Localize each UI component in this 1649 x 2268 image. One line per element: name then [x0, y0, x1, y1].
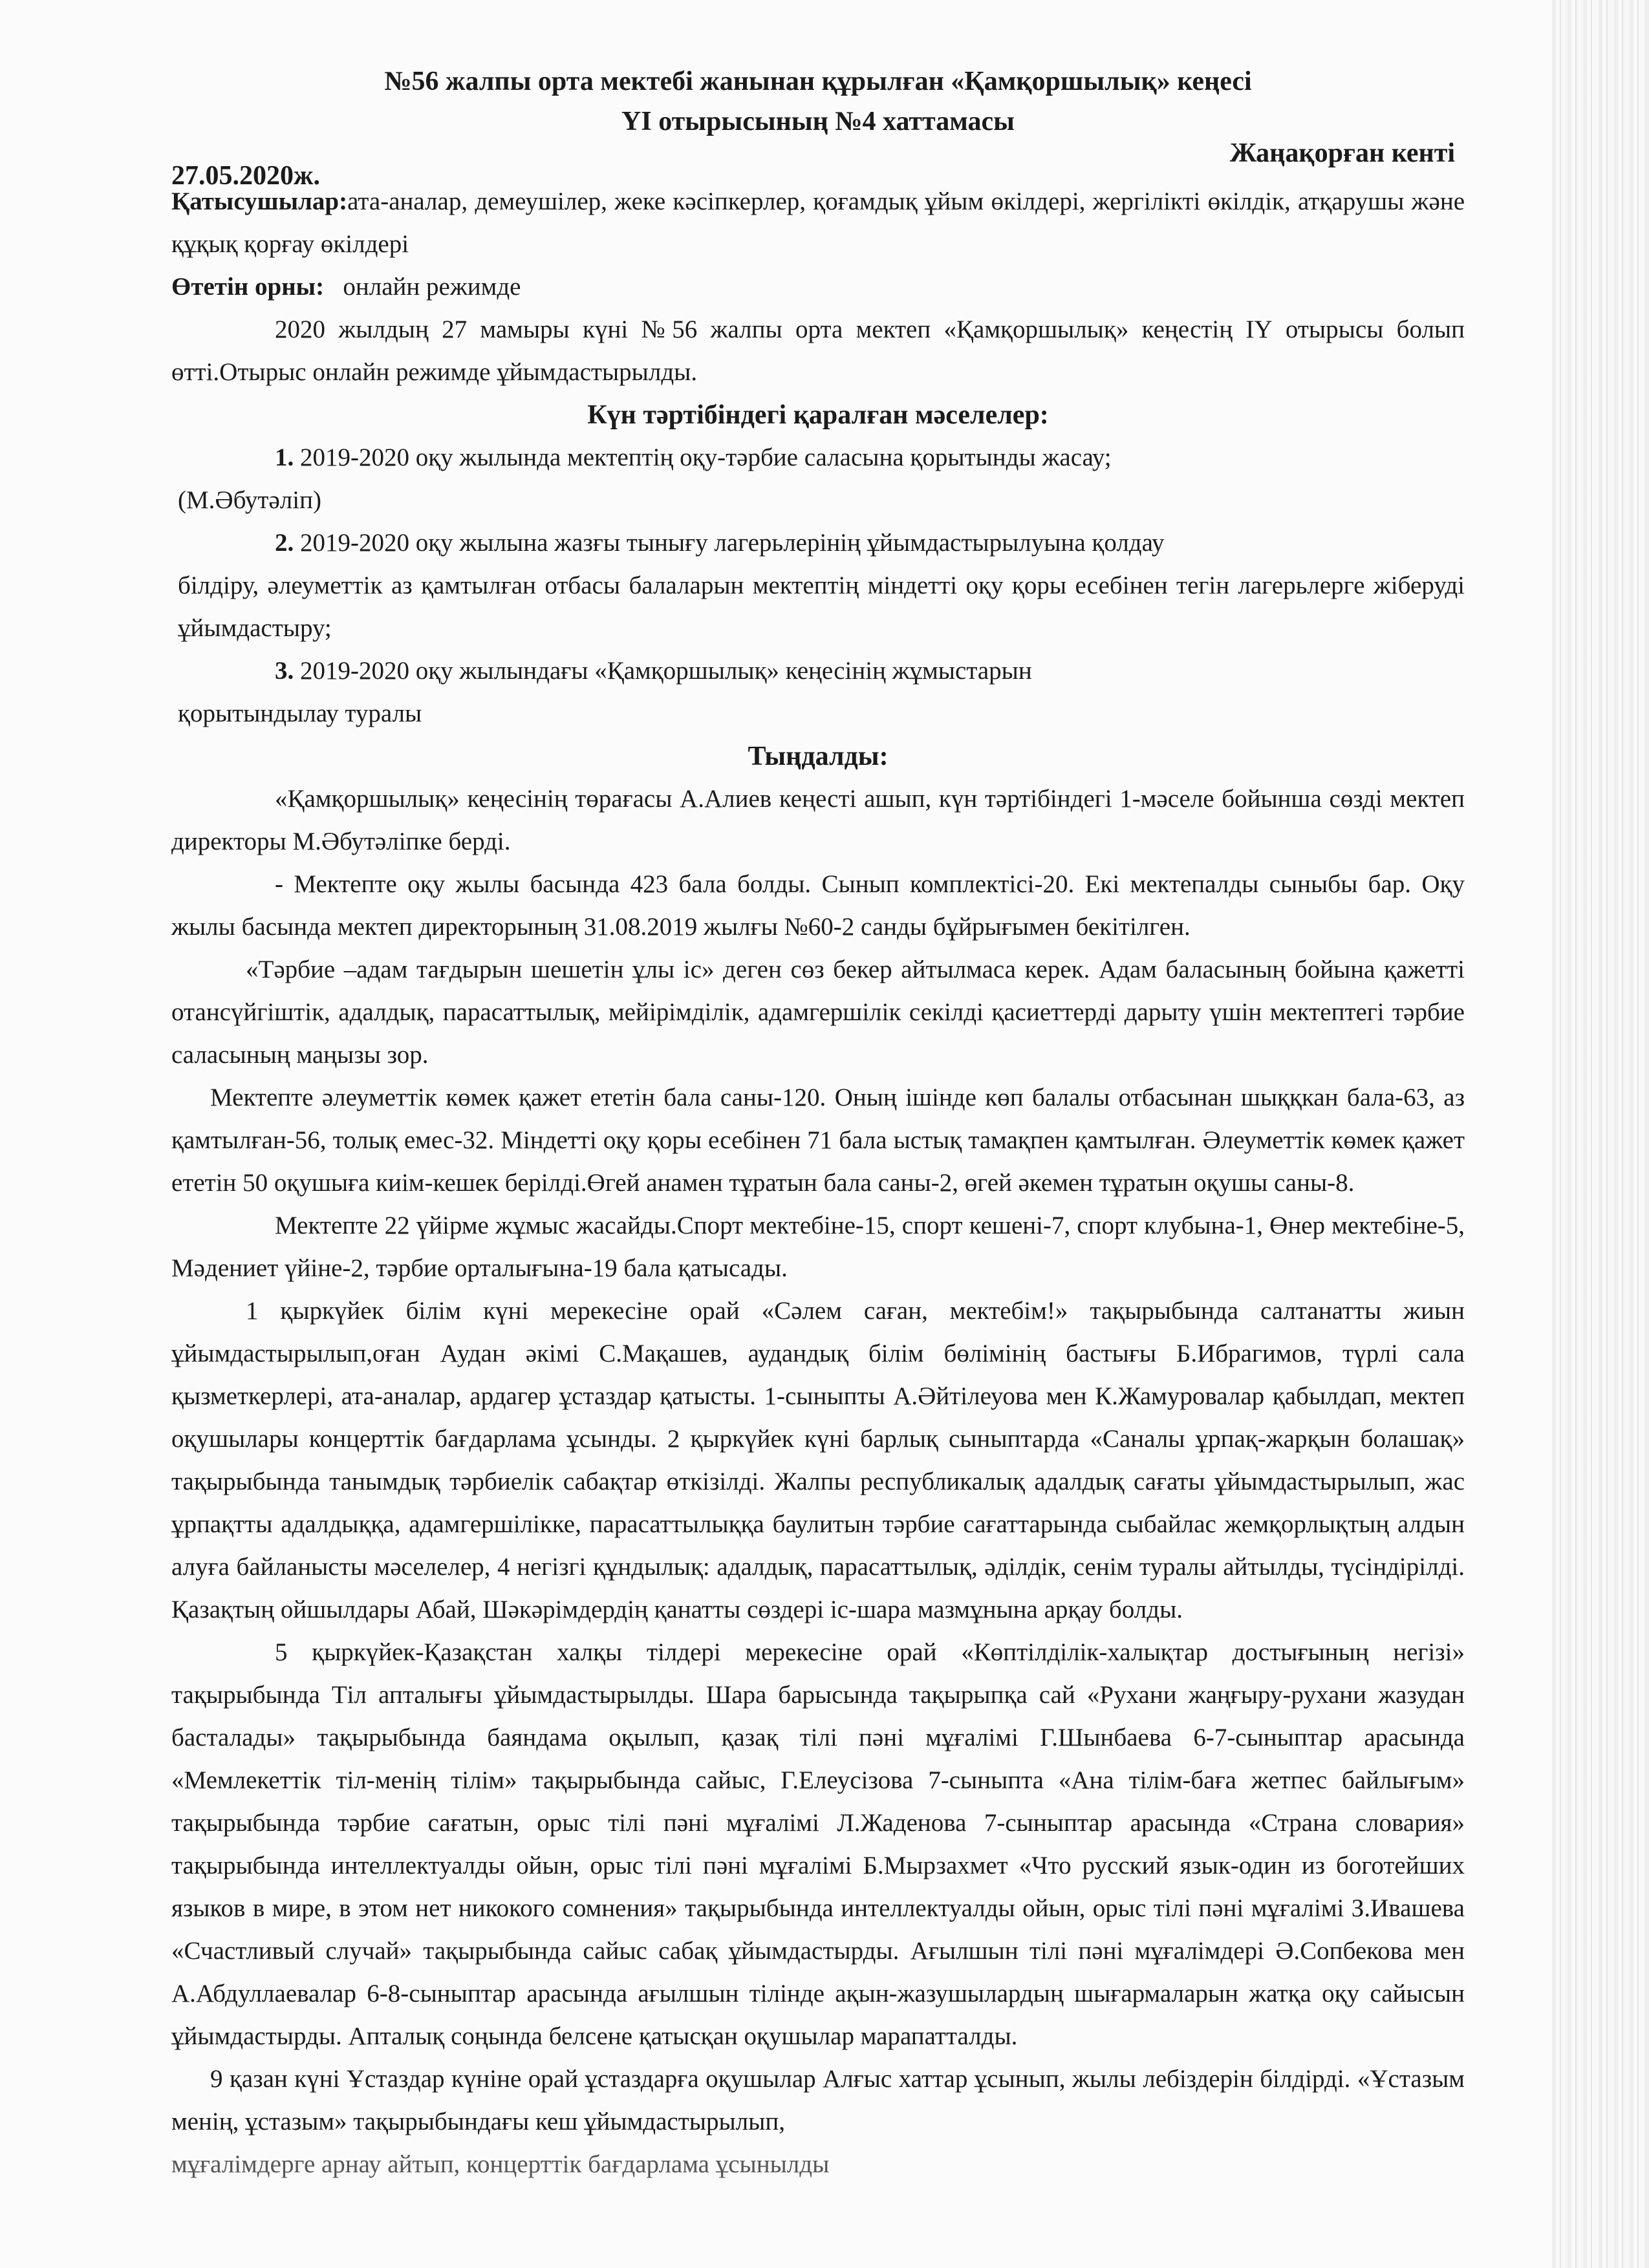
agenda-item-2-cont: білдіру, әлеуметтік аз қамтылған отбасы балаларын мектептің міндетті оқу қоры есебінен тегін лагерьлерге жіберуді ұйымдастыру;	[178, 572, 1465, 642]
doc-place: Жаңақорған кенті	[1229, 138, 1455, 168]
participants-label: Қатысушылар:	[171, 187, 348, 215]
agenda-item-1	[171, 436, 1465, 479]
agenda-text-3: 2019-2020 оқу жылындағы «Қамқоршылық» кеңесінің жұмыстарын	[300, 657, 1032, 685]
venue-text: онлайн режимде	[343, 273, 521, 301]
body-paragraph-5: Мектепте 22 үйірме жұмыс жасайды.Спорт мектебіне-15, спорт кешені-7, спорт клубына-1, Өнер мектебіне-5, Мәдениет үйіне-2, тәрбие орталығына-19 бала қатысады.	[171, 1212, 1465, 1282]
agenda-text-2: 2019-2020 оқу жылына жазғы тынығу лагерьлерінің ұйымдастырылуына қолдау	[300, 529, 1165, 557]
cut-off-line: мұғалімдерге арнау айтып, концерттік бағдарлама ұсынылды	[171, 2150, 830, 2178]
agenda-item-1-cont: (М.Әбутәліп)	[178, 486, 321, 514]
doc-title-line2: ҮІ отырысының №4 хаттамасы	[621, 107, 1015, 136]
body-paragraph-4: Мектепте әлеуметтік көмек қажет ететін бала саны-120. Оның ішінде көп балалы отбасынан шыққкан бала-63, аз қамтылған-56, толық емес-32. Міндетті оқу қоры есебінен 71 бала ыстық тамақпен қамтылған. Әлеуметтік көмек қажет ететін 50 оқушыға киім-кешек берілді.Өгей анамен тұратын бала саны-2, өгей әкемен тұратын оқушы саны-8.	[171, 1084, 1465, 1197]
participants-text: ата-аналар, демеушілер, жеке кәсіпкерлер, қоғамдық ұйым өкілдері, жергілікті өкілдік, атқарушы және құқық қорғау өкілдері	[171, 187, 1465, 258]
agenda-item-2	[171, 522, 1465, 564]
agenda-num-2: 2.	[275, 529, 294, 557]
listened-heading: Тыңдалды:	[748, 742, 889, 771]
agenda-text-1: 2019-2020 оқу жылында мектептің оқу-тәрбие саласына қорытынды жасау;	[300, 444, 1112, 471]
agenda-num-3: 3.	[275, 657, 294, 685]
body-paragraph-1: «Қамқоршылық» кеңесінің төрағасы А.Алиев кеңесті ашып, күн тәртібіндегі 1-мәселе бойынша сөзді мектеп директоры М.Әбутәліпке берді.	[171, 785, 1465, 855]
body-paragraph-3: «Тәрбие –адам тағдырын шешетін ұлы іс» деген сөз бекер айтылмаса керек. Адам баласының бойына қажетті отансүйгіштік, адалдық, парасаттылық, мейірімділік, адамгершілік секілді қасиеттерді дарыту үшін мектептегі тәрбие саласының маңызы зор.	[171, 956, 1465, 1069]
participants	[171, 180, 1465, 266]
agenda-num-1: 1.	[275, 444, 294, 471]
scan-edge-artifact	[1552, 0, 1649, 2268]
agenda-item-3	[171, 650, 1465, 692]
intro-paragraph: 2020 жылдың 27 мамыры күні №56 жалпы орта мектеп «Қамқоршылық» кеңестің ІҮ отырысы болып өтті.Отырыс онлайн режимде ұйымдастырылды.	[171, 316, 1465, 386]
agenda-item-3-cont: қорытындылау туралы	[178, 700, 422, 727]
body-paragraph-2: - Мектепте оқу жылы басында 423 бала болды. Сынып комплектісі-20. Екі мектепалды сыныбы бар. Оқу жылы басында мектеп директорының 31.08.2019 жылғы №60-2 санды бұйрығымен бекітілген.	[171, 870, 1465, 941]
body-paragraph-6: 1 қыркүйек білім күні мерекесіне орай «Сәлем саған, мектебім!» тақырыбында салтанатты жиын ұйымдастырылып,оған Аудан әкімі С.Мақашев, аудандық білім бөлімінің бастығы Б.Ибрагимов, түрлі сала қызметкерлері, ата-аналар, ардагер ұстаздар қатысты. 1-сыныпты А.Әйтілеуова мен К.Жамуровалар қабылдап, мектеп оқушылары концерттік бағдарлама ұсынды. 2 қыркүйек күні барлық сыныптарда «Саналы ұрпақ-жарқын болашақ» тақырыбында танымдық тәрбиелік сабақтар өткізілді. Жалпы республикалық адалдық сағаты ұйымдастырылып, жас ұрпақтты адалдыққа, адамгершілікке, парасаттылыққа баулитын тәрбие сағаттарында сыбайлас жемқорлықтың алдын алуға байланысты мәселелер, 4 негізгі құндылық: адалдық, парасаттылық, әділдік, сенім туралы айтылды, түсіндірілді. Қазақтың ойшылдары Абай, Шәкәрімдердің қанатты сөздері іс-шара мазмұнына арқау болды.	[171, 1297, 1465, 1623]
venue-label: Өтетін орны:	[171, 273, 325, 301]
agenda-heading: Күн тәртібіндегі қаралған мәселелер:	[587, 400, 1049, 430]
doc-date: 27.05.2020ж.	[171, 161, 320, 191]
document-page	[171, 61, 1465, 2186]
doc-title-line1: №56 жалпы орта мектебі жанынан құрылған «Қамқоршылық» кеңесі	[384, 67, 1252, 96]
body-paragraph-8: 9 қазан күні Ұстаздар күніне орай ұстаздарға оқушылар Алғыс хаттар ұсынып, жылы лебіздерін білдірді. «Ұстазым менің, ұстазым» тақырыбындағы кеш ұйымдастырылып,	[171, 2065, 1465, 2135]
date-place-row	[171, 138, 1465, 191]
body-paragraph-7: 5 қыркүйек-Қазақстан халқы тілдері мерекесіне орай «Көптілділік-халықтар достығының негізі» тақырыбында Тіл апталығы ұйымдастырылды. Шара барысында тақырыпқа сай «Рухани жаңғыру-рухани жазудан басталады» тақырыбында баяндама оқылып, қазақ тілі пәні мұғалімі Г.Шынбаева 6-7-сыныптар арасында «Мемлекеттік тіл-менің тілім» тақырыбында сайыс, Г.Елеусізова 7-сыныпта «Ана тілім-баға жетпес байлығым» тақырыбында тәрбие сағатын, орыс тілі пәні мұғалімі Л.Жаденова 7-сыныптар арасында «Страна словария» тақырыбында интеллектуалды ойын, орыс тілі пәні мұғалімі Б.Мырзахмет «Что русский язык-один из боготейших языков в мире, в этом нет никокого сомнения» тақырыбында интеллектуалды ойын, орыс тілі пәні мұғалімі З.Ивашева «Счастливый случай» тақырыбында сайыс сабақ ұйымдастырды. Ағылшын тілі пәні мұғалімдері Ә.Сопбекова мен А.Абдуллаевалар 6-8-сыныптар арасында ағылшын тілінде ақын-жазушылардың шығармаларын жатқа оқу сайысын ұйымдастырды. Апталық соңында белсене қатысқан оқушылар марапатталды.	[171, 1638, 1465, 2050]
venue	[171, 266, 1465, 308]
